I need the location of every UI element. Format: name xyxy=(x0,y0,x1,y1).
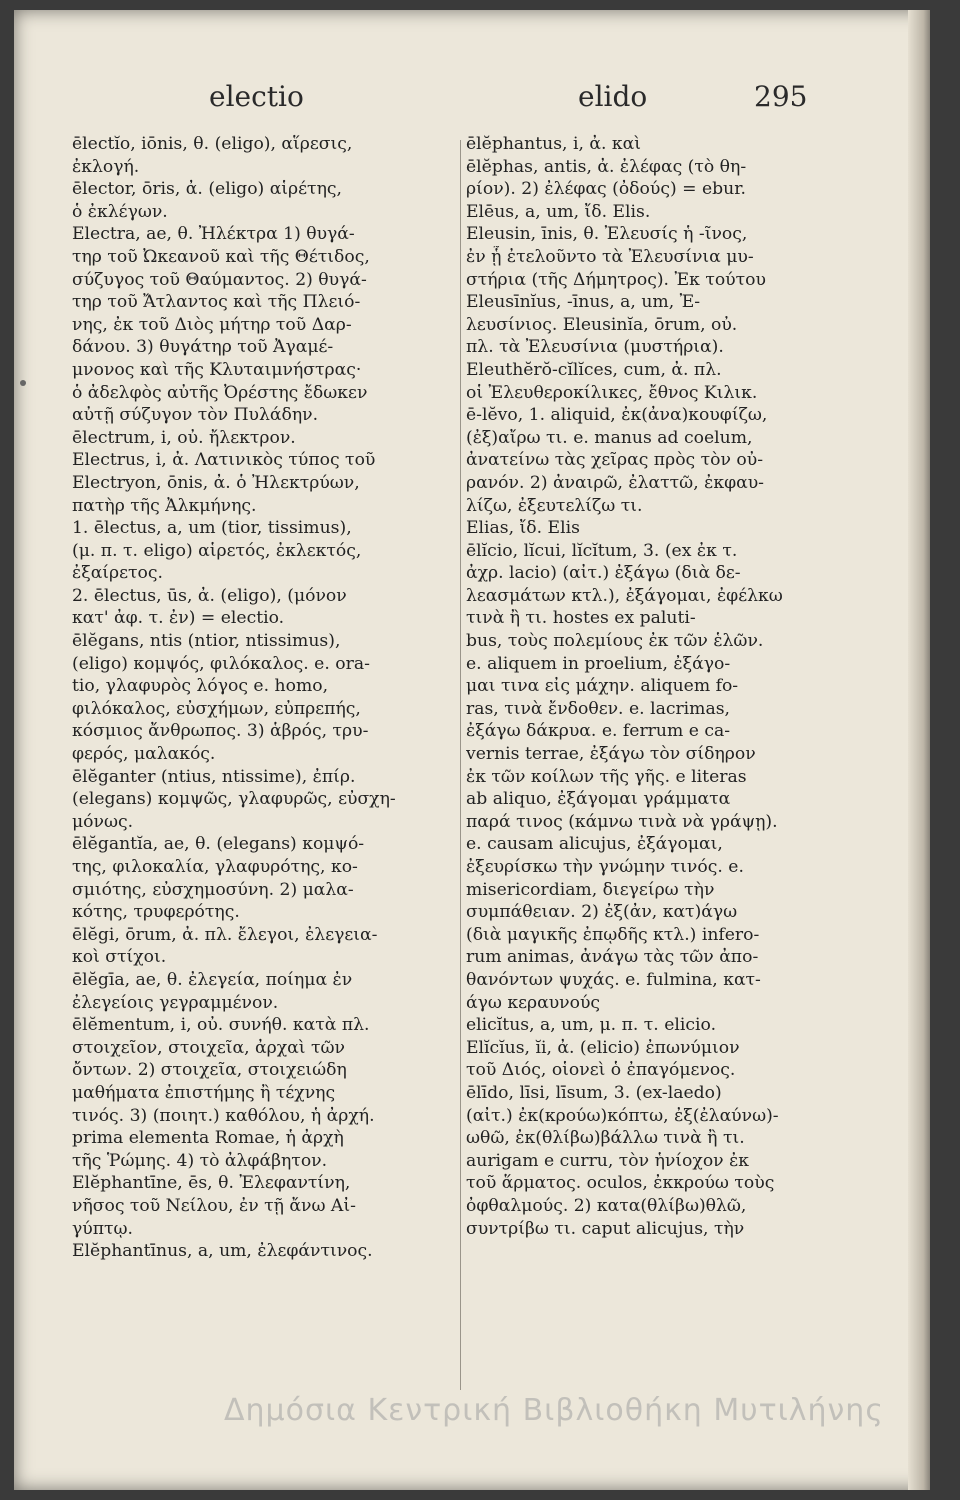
dictionary-line: τοῦ ἅρματος. oculos, ἐκκρούω τοὺς xyxy=(466,1173,775,1194)
dictionary-line: τηρ τοῦ Ὠκεανοῦ καὶ τῆς Θέτιδος, xyxy=(72,246,370,267)
dictionary-line: ēlīdo, līsi, līsum, 3. (ex-laedo) xyxy=(466,1082,722,1103)
dictionary-line: bus, τοὺς πολεμίους ἐκ τῶν ἑλῶν. xyxy=(466,631,764,652)
dictionary-line: (elegans) κομψῶς, γλαφυρῶς, εὐσχη- xyxy=(72,789,396,810)
dictionary-line: στοιχεῖον, στοιχεῖα, ἀρχαὶ τῶν xyxy=(72,1037,345,1058)
dictionary-line: στήρια (τῆς Δήμητρος). Ἐκ τούτου xyxy=(466,269,766,290)
dictionary-line: μνονος καὶ τῆς Κλυταιμνήστρας· xyxy=(72,359,362,380)
dictionary-line: ὄντων. 2) στοιχεῖα, στοιχειώδη xyxy=(72,1060,347,1081)
dictionary-line: φερός, μαλακός. xyxy=(72,744,216,765)
dictionary-line: τοῦ Διός, οἱονεὶ ὁ ἐπαγόμενος. xyxy=(466,1060,736,1081)
right-column xyxy=(466,133,851,1240)
dictionary-line: νης, ἐκ τοῦ Διὸς μήτηρ τοῦ Δαρ- xyxy=(72,314,352,335)
column-divider xyxy=(460,140,461,1390)
dictionary-line: ēlĕgi, ōrum, ἀ. πλ. ἔλεγοι, ἐλεγεια- xyxy=(72,924,378,945)
dictionary-line: misericordiam, διεγείρω τὴν xyxy=(466,879,715,900)
left-column xyxy=(72,133,457,1263)
dictionary-line: (eligo) κομψός, φιλόκαλος. e. ora- xyxy=(72,653,370,674)
dictionary-line: tio, γλαφυρὸς λόγος e. homo, xyxy=(72,676,329,697)
page-edge xyxy=(908,10,930,1490)
dictionary-line: πλ. τὰ Ἐλευσίνια (μυστήρια). xyxy=(466,337,724,358)
dictionary-line: Elēus, a, um, ἴδ. Elis. xyxy=(466,201,651,222)
dictionary-line: κόσμιος ἄνθρωπος. 3) ἁβρός, τρυ- xyxy=(72,721,369,742)
dictionary-line: ἐξευρίσκω τὴν γνώμην τινός. e. xyxy=(466,857,744,877)
dictionary-line: (ἐξ)αἴρω τι. e. manus ad coelum, xyxy=(466,427,753,448)
dictionary-line: ras, τινὰ ἔνδοθεν. e. lacrimas, xyxy=(466,698,730,719)
dictionary-line: 2. ēlectus, ūs, ἀ. (eligo), (μόνον xyxy=(72,585,347,606)
dictionary-line: λευσίνιος. Eleusinĭa, ōrum, οὐ. xyxy=(466,314,738,335)
dictionary-line: οἱ Ἐλευθεροκίλικες, ἔθνος Κιλικ. xyxy=(466,382,758,403)
dictionary-line: ὁ ἐκλέγων. xyxy=(72,201,168,222)
dictionary-line: κοὶ στίχοι. xyxy=(72,947,167,968)
dictionary-line: ēlector, ōris, ἀ. (eligo) αἱρέτης, xyxy=(72,179,342,200)
dictionary-line: ēlĕgans, ntis (ntior, ntissimus), xyxy=(72,631,341,652)
dictionary-line: Eleusīnĭus, -īnus, a, um, Ἐ- xyxy=(466,292,701,313)
dictionary-line: ab aliquo, ἐξάγομαι γράμματα xyxy=(466,789,731,810)
dictionary-line: τινὰ ἢ τι. hostes ex paluti- xyxy=(466,608,696,629)
dictionary-line: κότης, τρυφερότης. xyxy=(72,902,240,923)
dictionary-line: μαθήματα ἐπιστήμης ἢ τέχνης xyxy=(72,1082,336,1103)
dictionary-line: ēlĕmentum, i, οὐ. συνήθ. κατὰ πλ. xyxy=(72,1015,370,1036)
dictionary-line: θανόντων ψυχάς. e. fulmina, κατ- xyxy=(466,969,761,990)
dictionary-line: aurigam e curru, τὸν ἡνίοχον ἐκ xyxy=(466,1150,750,1171)
dictionary-line: παρά τινος (κάμνω τινὰ νὰ γράψῃ). xyxy=(466,811,778,832)
dictionary-line: ρίον). 2) ἐλέφας (ὀδούς) = ebur. xyxy=(466,179,747,200)
dictionary-line: λεασμάτων κτλ.), ἐξάγομαι, ἐφέλκω xyxy=(466,585,783,606)
dictionary-line: σύζυγος τοῦ Θαύμαντος. 2) θυγά- xyxy=(72,269,367,290)
dictionary-line: ὀφθαλμούς. 2) κατα(θλίβω)θλῶ, xyxy=(466,1195,747,1216)
dictionary-line: τῆς Ῥώμης. 4) τὸ ἀλφάβητον. xyxy=(72,1150,328,1171)
dictionary-line: ἐκ τῶν κοίλων τῆς γῆς. e literas xyxy=(466,766,747,787)
dictionary-line: ēlĭcio, lĭcui, lĭcĭtum, 3. (ex ἐκ τ. xyxy=(466,540,738,561)
dictionary-line: ēlĕgīa, ae, θ. ἐλεγεία, ποίημα ἐν xyxy=(72,969,353,990)
binding-hole xyxy=(20,380,26,386)
dictionary-line: ēlectrum, i, οὐ. ἤλεκτρον. xyxy=(72,427,296,448)
dictionary-line: e. causam alicujus, ἐξάγομαι, xyxy=(466,834,723,855)
dictionary-line: της, φιλοκαλία, γλαφυρότης, κο- xyxy=(72,857,358,877)
dictionary-line: e. aliquem in proelium, ἐξάγο- xyxy=(466,653,731,674)
dictionary-line: Electrus, i, ἀ. Λατινικὸς τύπος τοῦ xyxy=(72,450,376,471)
dictionary-line: ἐκλογή. xyxy=(72,156,140,177)
dictionary-line: συντρίβω τι. caput alicujus, τὴν xyxy=(466,1218,745,1239)
dictionary-line: ēlectĭo, iōnis, θ. (eligo), αἵρεσις, xyxy=(72,134,353,154)
dictionary-line: μόνως. xyxy=(72,811,134,832)
dictionary-line: Elĕphantīnus, a, um, ἐλεφάντινος. xyxy=(72,1241,373,1262)
dictionary-line: μαι τινα εἰς μάχην. aliquem fo- xyxy=(466,676,739,697)
dictionary-line: Elĕphantīne, ēs, θ. Ἐλεφαντίνη, xyxy=(72,1173,351,1194)
dictionary-line: Eleusin, īnis, θ. Ἐλευσίς ἡ -ῖνος, xyxy=(466,224,748,245)
dictionary-line: ωθῶ, ἐκ(θλίβω)βάλλω τινὰ ἢ τι. xyxy=(466,1128,745,1149)
dictionary-line: rum animas, ἀνάγω τὰς τῶν ἀπο- xyxy=(466,947,759,968)
dictionary-line: Eleuthĕrŏ-cĭlĭces, cum, ἀ. πλ. xyxy=(466,359,722,380)
running-header xyxy=(14,80,930,120)
dictionary-line: Elias, ἴδ. Elis xyxy=(466,518,580,539)
dictionary-line: ēlĕganter (ntius, ntissime), ἐπίρ. xyxy=(72,766,356,787)
dictionary-line: τινός. 3) (ποιητ.) καθόλου, ἡ ἀρχή. xyxy=(72,1105,375,1126)
dictionary-line: άγω κεραυνούς xyxy=(466,992,601,1013)
page-number: 295 xyxy=(754,80,808,113)
dictionary-line: (αἰτ.) ἐκ(κρούω)κόπτω, ἐξ(ἐλαύνω)- xyxy=(466,1105,779,1126)
dictionary-line: elicĭtus, a, um, μ. π. τ. elicio. xyxy=(466,1015,717,1036)
dictionary-line: τηρ τοῦ Ἄτλαντος καὶ τῆς Πλειό- xyxy=(72,292,361,313)
dictionary-line: ēlĕphas, antis, ἀ. ἐλέφας (τὸ θη- xyxy=(466,156,747,177)
book-page xyxy=(14,10,930,1490)
dictionary-line: γύπτῳ. xyxy=(72,1218,134,1239)
dictionary-line: ēlĕphantus, i, ἀ. καὶ xyxy=(466,134,641,154)
dictionary-line: ὁ ἀδελφὸς αὐτῆς Ὀρέστης ἔδωκεν xyxy=(72,382,368,403)
dictionary-line: (μ. π. τ. eligo) αἱρετός, ἐκλεκτός, xyxy=(72,540,362,561)
dictionary-line: (διὰ μαγικῆς ἐπῳδῆς κτλ.) infero- xyxy=(466,924,760,945)
dictionary-line: Electra, ae, θ. Ἠλέκτρα 1) θυγά- xyxy=(72,224,355,245)
dictionary-line: κατ' ἀφ. τ. ἐν) = electio. xyxy=(72,608,285,629)
dictionary-line: ἐξαίρετος. xyxy=(72,563,163,584)
dictionary-line: σμιότης, εὐσχημοσύνη. 2) μαλα- xyxy=(72,879,354,900)
header-left-word: electio xyxy=(209,80,304,113)
dictionary-line: ἐλεγείοις γεγραμμένον. xyxy=(72,992,279,1013)
dictionary-line: συμπάθειαν. 2) ἐξ(ἀν, κατ)άγω xyxy=(466,902,738,923)
dictionary-line: 1. ēlectus, a, um (tior, tissimus), xyxy=(72,518,352,539)
dictionary-line: vernis terrae, ἐξάγω τὸν σίδηρον xyxy=(466,744,756,765)
dictionary-line: ἀχρ. lacio) (αἰτ.) ἐξάγω (διὰ δε- xyxy=(466,563,741,584)
dictionary-line: πατὴρ τῆς Ἀλκμήνης. xyxy=(72,495,257,516)
dictionary-line: Electryon, ōnis, ἀ. ὁ Ἠλεκτρύων, xyxy=(72,472,360,493)
dictionary-line: ē-lĕvo, 1. aliquid, ἐκ(ἀνα)κουφίζω, xyxy=(466,405,768,426)
dictionary-line: λίζω, ἐξευτελίζω τι. xyxy=(466,495,643,516)
dictionary-line: νῆσος τοῦ Νείλου, ἐν τῇ ἄνω Αἰ- xyxy=(72,1195,356,1216)
dictionary-line: prima elementa Romae, ἡ ἀρχὴ xyxy=(72,1128,344,1149)
dictionary-line: ἐξάγω δάκρυα. e. ferrum e ca- xyxy=(466,721,731,742)
header-center-word: elido xyxy=(578,80,648,113)
dictionary-line: αὐτῇ σύζυγον τὸν Πυλάδην. xyxy=(72,405,319,426)
dictionary-line: ἀνατείνω τὰς χεῖρας πρὸς τὸν οὐ- xyxy=(466,450,764,471)
dictionary-line: ēlĕgantĭa, ae, θ. (elegans) κομψό- xyxy=(72,834,365,855)
library-watermark: Δημόσια Κεντρική Βιβλιοθήκη Μυτιλήνης xyxy=(224,1393,884,1428)
dictionary-line: ἐν ᾗ ἐτελοῦντο τὰ Ἐλευσίνια μυ- xyxy=(466,246,754,267)
dictionary-line: δάνου. 3) θυγάτηρ τοῦ Ἀγαμέ- xyxy=(72,337,334,358)
dictionary-line: φιλόκαλος, εὐσχήμων, εὐπρεπής, xyxy=(72,698,361,719)
dictionary-line: Elĭcĭus, ĭi, ἀ. (elicio) ἐπωνύμιον xyxy=(466,1037,740,1058)
dictionary-line: ρανόν. 2) ἀναιρῶ, ἐλαττῶ, ἐκφαυ- xyxy=(466,472,764,493)
